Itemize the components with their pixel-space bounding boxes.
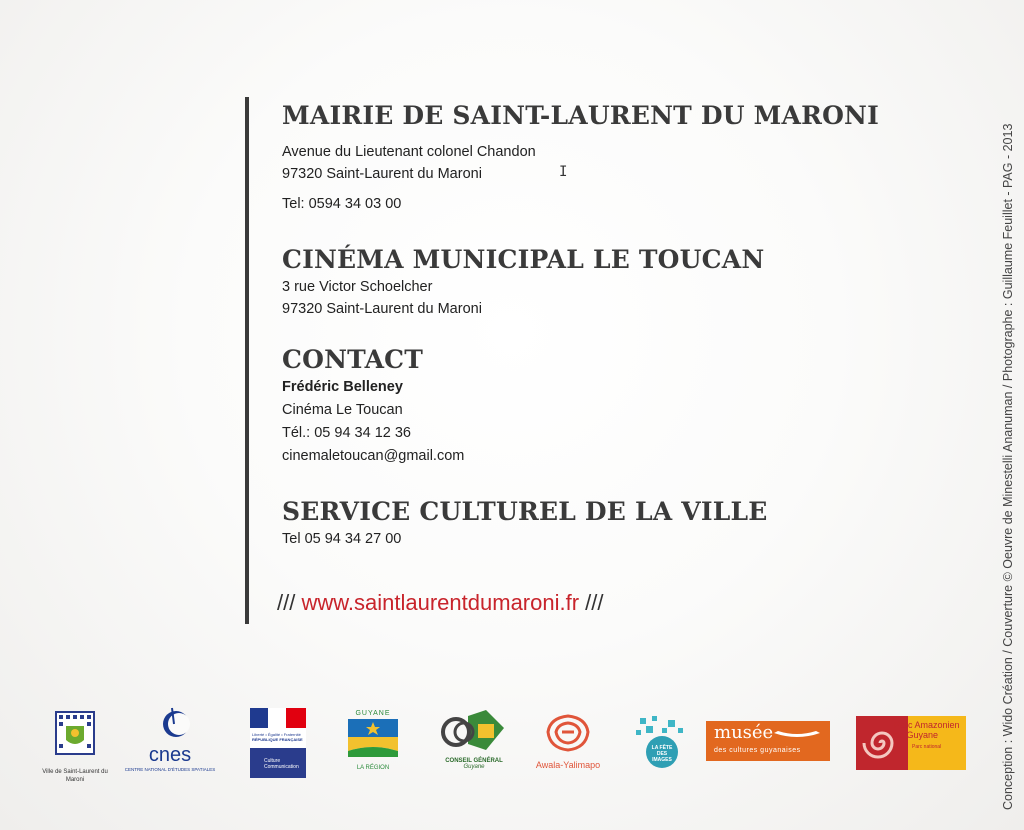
vertical-divider <box>245 97 249 624</box>
contact-email[interactable]: cinemaletoucan@gmail.com <box>282 448 465 464</box>
canoe-icon <box>772 727 822 741</box>
cinema-address-line1: 3 rue Victor Schoelcher <box>282 279 433 295</box>
awala-pattern-icon <box>526 712 610 754</box>
republique-label: RÉPUBLIQUE FRANÇAISE <box>252 737 303 742</box>
parc-label: Parc Amazonien de Guyane <box>894 720 960 740</box>
musee-logo <box>706 721 830 761</box>
credit-text: Conception : Wido Création / Couverture © Oeuvre de Minestelli Ananuman / Photographe : Guillaume Feuillet - PAG - 2013 <box>1001 123 1015 810</box>
website-prefix: /// <box>277 590 296 615</box>
awala-yalimapo-logo <box>526 712 610 772</box>
culture-label: Culture Communication <box>264 758 299 770</box>
guyane-region-icon <box>340 717 406 761</box>
marianne-flag-icon <box>250 708 306 728</box>
contact-section <box>282 344 464 468</box>
website-link[interactable]: www.saintlaurentdumaroni.fr <box>301 590 580 615</box>
republique-logo <box>250 708 306 778</box>
contact-name: Frédéric Belleney <box>282 379 403 395</box>
conseil-general-logo <box>438 710 510 776</box>
cinema-section <box>282 244 764 320</box>
contact-title: CONTACT <box>282 345 424 374</box>
cinema-title: CINÉMA MUNICIPAL LE TOUCAN <box>282 245 765 274</box>
musee-wordmark: musée <box>714 722 774 743</box>
conseil-general-sub: Guyane <box>463 764 485 770</box>
awala-label: Awala-Yalimapo <box>535 760 601 770</box>
conseil-general-icon <box>438 710 510 754</box>
contact-phone: Tél.: 05 94 34 12 36 <box>282 425 411 441</box>
ville-crest-icon <box>38 710 112 760</box>
region-guyane-logo <box>340 710 406 780</box>
ville-logo <box>38 710 112 783</box>
culture-block <box>250 748 306 778</box>
cnes-emblem-icon <box>122 704 218 740</box>
service-title: SERVICE CULTUREL DE LA VILLE <box>282 497 768 526</box>
mairie-section <box>282 100 879 215</box>
service-phone: Tel 05 94 34 27 00 <box>282 531 402 547</box>
mairie-address-line1: Avenue du Lieutenant colonel Chandon <box>282 144 536 160</box>
website-line <box>277 590 604 616</box>
mairie-address-line2: 97320 Saint-Laurent du Maroni <box>282 166 482 182</box>
fete-des-images-logo <box>632 714 688 770</box>
guyane-label: GUYANE <box>355 710 391 717</box>
cnes-logo <box>122 704 218 780</box>
service-section <box>282 496 768 550</box>
contact-organization: Cinéma Le Toucan <box>282 402 403 418</box>
fete-des-images-label: LA FÊTE DES IMAGES <box>651 745 673 763</box>
conseil-general-label: CONSEIL GÉNÉRAL <box>445 758 503 764</box>
ville-logo-label: Ville de Saint-Laurent du Maroni <box>42 769 108 783</box>
parc-subtitle: Parc national <box>912 744 942 750</box>
republique-motto: Liberté • Égalité • Fraternité <box>252 732 301 737</box>
mairie-phone: Tel: 0594 34 03 00 <box>282 196 402 212</box>
credit-vertical <box>1001 35 1019 810</box>
cnes-wordmark: cnes <box>148 744 192 766</box>
mairie-title: MAIRIE DE SAINT-LAURENT DU MARONI <box>282 101 879 130</box>
website-suffix: /// <box>585 590 604 615</box>
region-label: LA RÉGION <box>356 765 390 771</box>
musee-subtitle: des cultures guyanaises <box>714 747 801 754</box>
parc-amazonien-logo <box>856 716 966 770</box>
text-cursor-icon: I <box>559 164 568 180</box>
cnes-subtitle: CENTRE NATIONAL D'ÉTUDES SPATIALES <box>124 767 216 772</box>
cinema-address-line2: 97320 Saint-Laurent du Maroni <box>282 301 482 317</box>
